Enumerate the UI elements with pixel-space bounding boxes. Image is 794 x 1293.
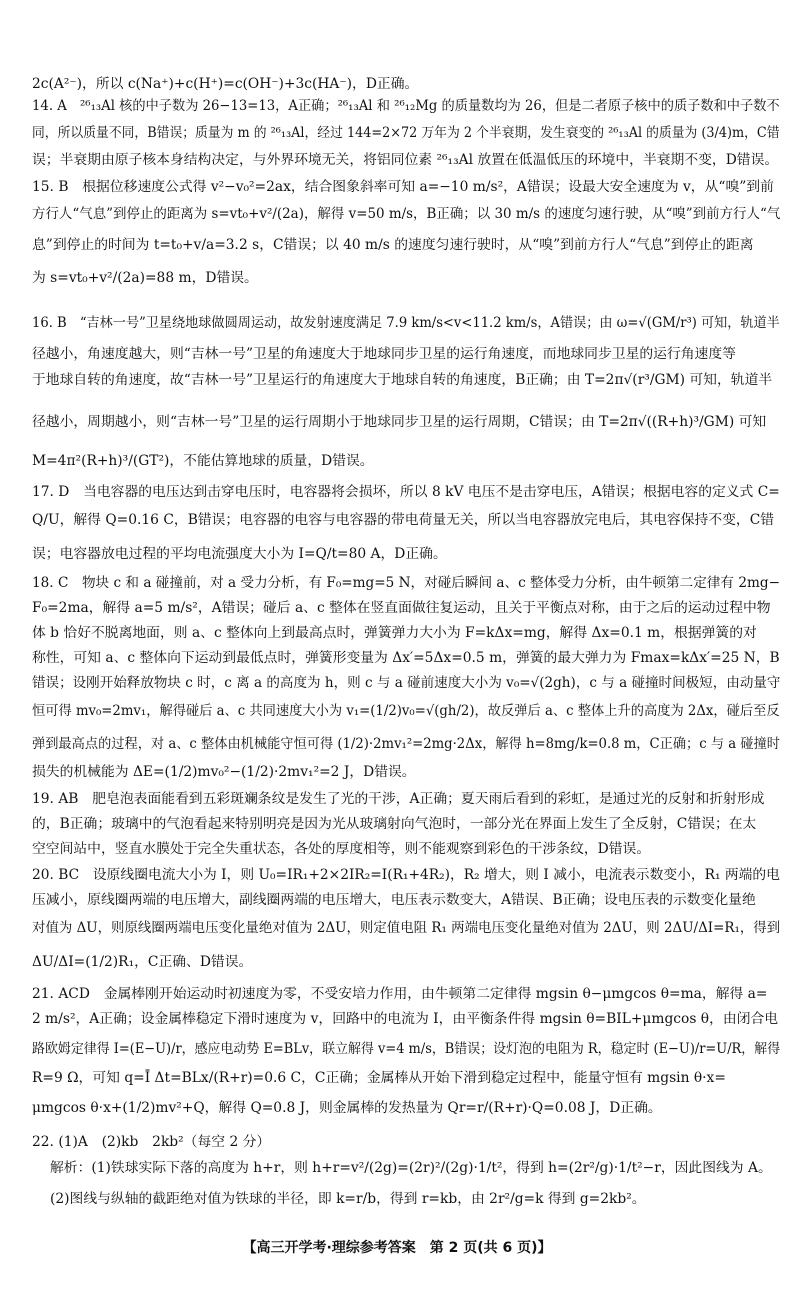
page-footer: 【高三开学考·理综参考答案 第 2 页(共 6 页)】 — [242, 1240, 552, 1256]
text-line: 方行人“气息”到停止的距离为 s=vt₀+v²/(2a)，解得 v=50 m/s，B正确；以 30 m/s 的速度匀速行驶，从“嗅”到前方行人“气 — [32, 206, 781, 222]
text-line: 于地球自转的角速度，故“吉林一号”卫星运行的角速度大于地球自转的角速度，B正确；由 T=2π√(r³/GM) 可知，轨道半 — [32, 372, 773, 388]
text-line: 18. C 物块 c 和 a 碰撞前，对 a 受力分析，有 F₀=mg=5 N，对碰后瞬间 a、c 整体受力分析，由牛顿第二定律有 2mg− — [32, 575, 780, 591]
text-line: 损失的机械能为 ΔE=(1/2)mv₀²−(1/2)·2mv₁²=2 J，D错误。 — [32, 764, 416, 780]
text-line: (2)图线与纵轴的截距绝对值为铁球的半径，即 k=r/b，得到 r=kb，由 2r²/g=k 得到 g=2kb²。 — [50, 1191, 646, 1207]
text-line: R=9 Ω，可知 q=Ī Δt=BLx/(R+r)=0.6 C，C正确；金属棒从开始下滑到稳定过程中，能量守恒有 mgsin θ·x= — [32, 1070, 726, 1086]
text-line: 空空间站中，竖直水膜处于完全失重状态，各处的厚度相等，则不能观察到彩色的干涉条纹，D错误。 — [32, 841, 651, 857]
text-line: 14. A ²⁶₁₃Al 核的中子数为 26−13=13，A正确；²⁶₁₃Al 和 ²⁶₁₂Mg 的质量数均为 26，但是二者原子核中的质子数和中子数不 — [32, 98, 780, 114]
text-line: 22. (1)A (2)kb 2kb²（每空 2 分） — [32, 1134, 271, 1150]
text-line: ΔU/ΔI=(1/2)R₁，C正确、D错误。 — [32, 954, 253, 970]
text-line: 21. ACD 金属棒刚开始运动时初速度为零，不受安培力作用，由牛顿第二定律得 mgsin θ−μmgcos θ=ma，解得 a= — [32, 986, 768, 1002]
text-line: 2c(A²⁻)，所以 c(Na⁺)+c(H⁺)=c(OH⁻)+3c(HA⁻)，D正确。 — [32, 76, 419, 92]
text-line: 15. B 根据位移速度公式得 v²−v₀²=2ax，结合图象斜率可知 a=−10 m/s²，A错误；设最大安全速度为 v，从“嗅”到前 — [32, 179, 774, 195]
text-line: 2 m/s²，A正确；设金属棒稳定下滑时速度为 v，回路中的电流为 I，由平衡条件得 mgsin θ=BIL+μmgcos θ，由闭合电 — [32, 1011, 779, 1027]
text-line: 压减小，原线圈两端的电压增大，副线圈两端的电压增大，电压表示数变大，A错误、B正确；设电压表的示数变化量绝 — [32, 892, 756, 908]
text-line: 恒可得 mv₀=2mv₁，解得碰后 a、c 共同速度大小为 v₁=(1/2)v₀=√(gh/2)，故反弹后 a、c 整体上升的高度为 2Δx，碰后至反 — [32, 703, 780, 719]
text-line: 误；半衰期由原子核本身结构决定，与外界环境无关，将铝同位素 ²⁶₁₃Al 放置在低温低压的环境中，半衰期不变，D错误。 — [32, 152, 779, 168]
text-line: 息”到停止的时间为 t=t₀+v/a=3.2 s，C错误；以 40 m/s 的速度匀速行驶时，从“嗅”到前方行人“气息”到停止的距离 — [32, 237, 754, 253]
text-line: 20. BC 设原线圈电流大小为 I，则 U₀=IR₁+2×2IR₂=I(R₁+4R₂)，R₂ 增大，则 I 减小，电流表示数变小，R₁ 两端的电 — [32, 867, 780, 883]
text-line: 17. D 当电容器的电压达到击穿电压时，电容器将会损坏，所以 8 kV 电压不是击穿电压，A错误；根据电容的定义式 C= — [32, 484, 780, 500]
text-line: Q/U，解得 Q=0.16 C，B错误；电容器的电容与电容器的带电荷量无关，所以当电容器放完电后，其电容保持不变，C错 — [32, 512, 775, 528]
text-line: 误；电容器放电过程的平均电流强度大小为 I=Q/t=80 A，D正确。 — [32, 546, 447, 562]
text-line: μmgcos θ·x+(1/2)mv²+Q，解得 Q=0.8 J，则金属棒的发热量为 Qr=r/(R+r)·Q=0.08 J，D正确。 — [32, 1100, 662, 1116]
text-line: 为 s=vt₀+v²/(2a)=88 m，D错误。 — [32, 270, 258, 286]
text-line: 路欧姆定律得 I=(E−U)/r，感应电动势 E=BLv，联立解得 v=4 m/s，B错误；设灯泡的电阻为 R，稳定时 (E−U)/r=U/R，解得 — [32, 1041, 781, 1057]
text-line: 19. AB 肥皂泡表面能看到五彩斑斓条纹是发生了光的干涉，A正确；夏天雨后看到的彩虹，是通过光的反射和折射形成 — [32, 791, 765, 807]
text-line: 对值为 ΔU，则原线圈两端电压变化量绝对值为 2ΔU，则定值电阻 R₁ 两端电压变化量绝对值为 2ΔU，则 2ΔU/ΔI=R₁，得到 — [32, 920, 781, 936]
text-line: 弹到最高点的过程，对 a、c 整体由机械能守恒可得 (1/2)·2mv₁²=2mg·2Δx，解得 h=8mg/k=0.8 m，C正确；c 与 a 碰撞时 — [32, 736, 780, 752]
text-line: 同，所以质量不同，B错误；质量为 m 的 ²⁶₁₃Al，经过 144=2×72 万年为 2 个半衰期，发生衰变的 ²⁶₁₃Al 的质量为 (3/4)m，C错 — [32, 125, 780, 141]
text-line: M=4π²(R+h)³/(GT²)，不能估算地球的质量，D错误。 — [32, 453, 374, 469]
text-line: 径越小，周期越小，则“吉林一号”卫星的运行周期小于地球同步卫星的运行周期，C错误；由 T=2π√((R+h)³/GM) 可知 — [32, 414, 767, 430]
text-line: 解析：(1)铁球实际下落的高度为 h+r，则 h+r=v²/(2g)=(2r)²/(2g)·1/t²，得到 h=(2r²/g)·1/t²−r，因此图线为 A。 — [50, 1160, 772, 1176]
text-line: 称性，可知 a、c 整体向下运动到最低点时，弹簧形变量为 Δx′=5Δx=0.5 m，弹簧的最大弹力为 Fmax=kΔx′=25 N，B — [32, 650, 780, 666]
text-line: 16. B “吉林一号”卫星绕地球做圆周运动，故发射速度满足 7.9 km/s<v<11.2 km/s，A错误；由 ω=√(GM/r³) 可知，轨道半 — [32, 315, 780, 331]
text-line: 体 b 恰好不脱离地面，则 a、c 整体向上到最高点时，弹簧弹力大小为 F=kΔx=mg，解得 Δx=0.1 m，根据弹簧的对 — [32, 625, 757, 641]
text-line: 的，B正确；玻璃中的气泡看起来特别明亮是因为光从玻璃射向气泡时，一部分光在界面上发生了全反射，C错误；在太 — [32, 816, 757, 832]
text-line: F₀=2ma，解得 a=5 m/s²，A错误；碰后 a、c 整体在竖直面做往复运动，且关于平衡点对称，由于之后的运动过程中物 — [32, 600, 771, 616]
text-line: 径越小，角速度越大，则“吉林一号”卫星的角速度大于地球同步卫星的运行角速度，而地球同步卫星的运行角速度等 — [32, 346, 736, 362]
text-line: 错误；设刚开始释放物块 c 时，c 离 a 的高度为 h，则 c 与 a 碰前速度大小为 v₀=√(2gh)，c 与 a 碰撞时间极短，由动量守 — [32, 675, 781, 691]
